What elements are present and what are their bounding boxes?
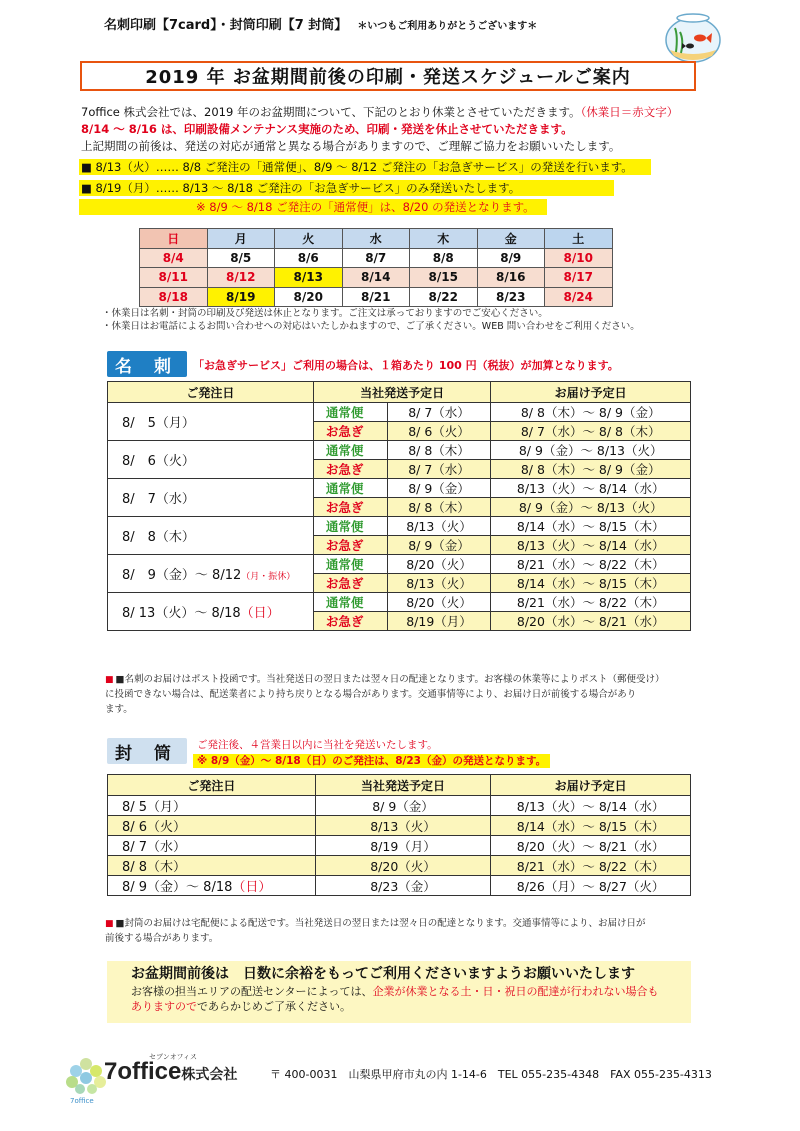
delivery-date: 8/ 8（木）～ 8/ 9（金） xyxy=(491,460,691,479)
goldfish-bowl-icon xyxy=(662,6,724,64)
order-date: 8/ 5（月） xyxy=(108,796,316,816)
meishi-footnote-1-text: ■名刺のお届けはポスト投函です。当社発送日の翌日または翌々日の配達となります。お客様の休業等によりポスト（郵便受け） xyxy=(115,674,665,685)
cal-day: 8/9 xyxy=(477,248,545,268)
delivery-date: 8/13（火）～ 8/14（水） xyxy=(491,479,691,498)
delivery-date: 8/13（火）～ 8/14（水） xyxy=(491,536,691,555)
delivery-date: 8/ 9（金）～ 8/13（火） xyxy=(491,498,691,517)
futo-notice-1: ご発注後、４営業日以内に当社を発送いたします。 xyxy=(197,739,438,751)
logo-mark-icon xyxy=(64,1054,108,1098)
order-date: 8/ 6（火） xyxy=(108,441,314,479)
order-date-holiday: （日） xyxy=(240,606,280,621)
cal-day: 8/17 xyxy=(545,268,613,288)
futo-footnote-1-text: ■封筒のお届けは宅配便による配送です。当社発送日の翌日または翌々日の配達となります。交通事情等により、お届け日が xyxy=(115,918,646,929)
brand-text: 名刺印刷【7card】・封筒印刷【7 封筒】 xyxy=(104,18,348,33)
order-date: 8/ 8（木） xyxy=(108,856,316,876)
ship-date: 8/19（月） xyxy=(387,612,491,631)
col-delivery-date: お届け予定日 xyxy=(491,382,691,403)
delivery-date: 8/26（月）～ 8/27（火） xyxy=(491,876,691,896)
intro-line-1-text: 7office 株式会社では、2019 年のお盆期間について、下記のとおり休業とさせていただきます。 xyxy=(81,105,581,119)
cal-day: 8/13 xyxy=(275,268,343,288)
ship-date: 8/ 8（木） xyxy=(387,498,491,517)
footer-body-1-red: 企業が休業となる土・日・祝日の配達が行われない場合も xyxy=(372,985,659,998)
delivery-date: 8/ 8（木）～ 8/ 9（金） xyxy=(491,403,691,422)
col-ship-date: 当社発送予定日 xyxy=(315,775,490,796)
delivery-date: 8/14（水）～ 8/15（木） xyxy=(491,816,691,836)
cal-header-thu: 木 xyxy=(410,229,478,249)
cal-day: 8/7 xyxy=(342,248,410,268)
futo-section-label: 封 筒 xyxy=(107,738,187,764)
cal-day: 8/22 xyxy=(410,287,478,307)
ship-date: 8/ 9（金） xyxy=(315,796,490,816)
kind-urgent: お急ぎ xyxy=(313,574,387,593)
order-date: 8/ 7（水） xyxy=(108,479,314,517)
ship-date: 8/20（火） xyxy=(387,593,491,612)
cal-day: 8/10 xyxy=(545,248,613,268)
ship-date: 8/ 7（水） xyxy=(387,460,491,479)
futo-schedule-table xyxy=(107,774,691,896)
futo-notice-2: ※ 8/9（金）～ 8/18（日）のご発注は、8/23（金）の発送となります。 xyxy=(193,754,550,768)
kind-normal: 通常便 xyxy=(313,441,387,460)
table-row xyxy=(108,403,691,422)
cal-header-mon: 月 xyxy=(207,229,275,249)
kind-urgent: お急ぎ xyxy=(313,536,387,555)
footer-notice xyxy=(107,961,691,1023)
meishi-footnote-2: に投函できない場合は、配送業者により持ち戻りとなる場合があります。交通事情等により、お届け日が前後する場合があり xyxy=(105,689,637,700)
cal-day: 8/15 xyxy=(410,268,478,288)
page-title: 2019 年 お盆期間前後の印刷・発送スケジュールご案内 xyxy=(80,61,696,91)
delivery-date: 8/20（火）～ 8/21（水） xyxy=(491,836,691,856)
col-order-date: ご発注日 xyxy=(108,775,316,796)
order-date: 8/ 8（木） xyxy=(108,517,314,555)
cal-day: 8/11 xyxy=(140,268,208,288)
meishi-footnote-3: ます。 xyxy=(105,704,133,715)
logo-ruby: セブンオフィス xyxy=(149,1053,197,1061)
delivery-date: 8/ 9（金）～ 8/13（火） xyxy=(491,441,691,460)
cal-day: 8/18 xyxy=(140,287,208,307)
order-date xyxy=(108,876,316,896)
ship-date: 8/ 9（金） xyxy=(387,536,491,555)
order-date-text: 8/ 13（火）～ 8/18 xyxy=(122,606,241,621)
ship-date: 8/ 8（木） xyxy=(387,441,491,460)
order-date-text: 8/ 9（金）～ 8/12 xyxy=(122,568,242,583)
cal-header-fri: 金 xyxy=(477,229,545,249)
kind-urgent: お急ぎ xyxy=(313,460,387,479)
cal-day: 8/14 xyxy=(342,268,410,288)
kind-normal: 通常便 xyxy=(313,593,387,612)
cal-day: 8/8 xyxy=(410,248,478,268)
ship-date: 8/13（火） xyxy=(387,574,491,593)
kind-urgent: お急ぎ xyxy=(313,422,387,441)
cal-header-sat: 土 xyxy=(545,229,613,249)
ship-date: 8/13（火） xyxy=(315,816,490,836)
footer-body-1: お客様の担当エリアの配送センターによっては、 xyxy=(131,985,373,998)
meishi-section-label: 名 刺 xyxy=(107,351,187,377)
table-row xyxy=(108,593,691,612)
order-date: 8/ 6（火） xyxy=(108,816,316,836)
table-row xyxy=(108,816,691,836)
header-brand xyxy=(104,14,537,33)
company-address: 〒 400-0031 山梨県甲府市丸の内 1-14-6 TEL 055-235-4348 FAX 055-235-4313 xyxy=(270,1068,712,1081)
kind-normal: 通常便 xyxy=(313,555,387,574)
table-row xyxy=(108,876,691,896)
cal-header-sun: 日 xyxy=(140,229,208,249)
bullet-0819-sub: ※ 8/9 ～ 8/18 ご発注の「通常便」は、8/20 の発送となります。 xyxy=(79,199,547,215)
cal-day: 8/5 xyxy=(207,248,275,268)
order-date xyxy=(108,555,314,593)
ship-date: 8/ 6（火） xyxy=(387,422,491,441)
table-row xyxy=(108,796,691,816)
ship-date: 8/13（火） xyxy=(387,517,491,536)
cal-day: 8/16 xyxy=(477,268,545,288)
cal-header-wed: 水 xyxy=(342,229,410,249)
col-order-date: ご発注日 xyxy=(108,382,314,403)
thanks-text: ＊いつもご利用ありがとうございます＊ xyxy=(357,21,538,32)
delivery-date: 8/14（水）～ 8/15（木） xyxy=(491,517,691,536)
meishi-notice: 「お急ぎサービス」ご利用の場合は、１箱あたり 100 円（税抜）が加算となります。 xyxy=(193,359,619,372)
delivery-date: 8/13（火）～ 8/14（水） xyxy=(491,796,691,816)
ship-date: 8/20（火） xyxy=(315,856,490,876)
table-row xyxy=(108,479,691,498)
intro-line-2: 8/14 ～ 8/16 は、印刷設備メンテナンス実施のため、印刷・発送を休止させていただきます。 xyxy=(81,122,573,136)
futo-footnote-1: ■ ■封筒のお届けは宅配便による配送です。当社発送日の翌日または翌々日の配達となります。交通事情等により、お届け日が xyxy=(105,918,646,929)
ship-date: 8/20（火） xyxy=(387,555,491,574)
col-ship-date: 当社発送予定日 xyxy=(313,382,491,403)
holiday-legend: （休業日＝赤文字） xyxy=(580,105,679,119)
meishi-footnote-1: ■ ■名刺のお届けはポスト投函です。当社発送日の翌日または翌々日の配達となります。お客様の休業等によりポスト（郵便受け） xyxy=(105,674,665,685)
table-row xyxy=(108,836,691,856)
logo-small-text: 7office xyxy=(70,1097,94,1105)
delivery-date: 8/ 7（水）～ 8/ 8（木） xyxy=(491,422,691,441)
kind-urgent: お急ぎ xyxy=(313,498,387,517)
kind-normal: 通常便 xyxy=(313,517,387,536)
calendar-table xyxy=(139,228,613,307)
bullet-0819: ■ 8/19（月）…… 8/13 ～ 8/18 ご発注の「お急ぎサービス」のみ発送いたします。 xyxy=(79,180,614,196)
table-row xyxy=(108,517,691,536)
order-date-holiday: （月・振休） xyxy=(241,572,296,582)
kind-normal: 通常便 xyxy=(313,479,387,498)
footer-headline: お盆期間前後は 日数に余裕をもってご利用くださいますようお願いいたします xyxy=(131,966,635,982)
footer-body-2-red: ありますので xyxy=(131,1000,197,1013)
col-delivery-date: お届け予定日 xyxy=(491,775,691,796)
ship-date: 8/23（金） xyxy=(315,876,490,896)
cal-day: 8/6 xyxy=(275,248,343,268)
ship-date: 8/ 9（金） xyxy=(387,479,491,498)
order-date-text: 8/ 9（金）～ 8/18 xyxy=(122,880,233,895)
ship-date: 8/19（月） xyxy=(315,836,490,856)
logo-text: 7office xyxy=(104,1058,182,1085)
table-row xyxy=(108,441,691,460)
delivery-date: 8/21（水）～ 8/22（木） xyxy=(491,555,691,574)
logo-suffix: 株式会社 xyxy=(181,1067,238,1083)
calendar-note-1: ・休業日は名刺・封筒の印刷及び発送は休止となります。ご注文は承っておりますのでご安心ください。 xyxy=(102,308,548,319)
cal-day: 8/20 xyxy=(275,287,343,307)
cal-day: 8/4 xyxy=(140,248,208,268)
order-date xyxy=(108,593,314,631)
delivery-date: 8/14（水）～ 8/15（木） xyxy=(491,574,691,593)
delivery-date: 8/21（水）～ 8/22（木） xyxy=(491,593,691,612)
calendar-note-2: ・休業日はお電話によるお問い合わせへの対応はいたしかねますので、ご了承ください。WEB 問い合わせをご利用ください。 xyxy=(102,321,640,332)
cal-day: 8/24 xyxy=(545,287,613,307)
kind-normal: 通常便 xyxy=(313,403,387,422)
ship-date: 8/ 7（水） xyxy=(387,403,491,422)
meishi-schedule-table xyxy=(107,381,691,631)
intro-line-1 xyxy=(81,104,678,120)
table-row xyxy=(108,555,691,574)
order-date-holiday: （日） xyxy=(232,880,272,895)
footer-body-2: であらかじめご了承ください。 xyxy=(197,1000,351,1013)
cal-header-tue: 火 xyxy=(275,229,343,249)
cal-day: 8/23 xyxy=(477,287,545,307)
cal-day: 8/12 xyxy=(207,268,275,288)
intro-line-3: 上記期間の前後は、発送の対応が通常と異なる場合がありますので、ご理解ご協力をお願いいたします。 xyxy=(81,139,621,153)
cal-day: 8/19 xyxy=(207,287,275,307)
futo-footnote-2: 前後する場合があります。 xyxy=(105,933,219,944)
bullet-0813: ■ 8/13（火）…… 8/8 ご発注の「通常便」、8/9 ～ 8/12 ご発注の「お急ぎサービス」の発送を行います。 xyxy=(79,159,651,175)
delivery-date: 8/21（水）～ 8/22（木） xyxy=(491,856,691,876)
order-date: 8/ 5（月） xyxy=(108,403,314,441)
table-row xyxy=(108,856,691,876)
kind-urgent: お急ぎ xyxy=(313,612,387,631)
delivery-date: 8/20（水）～ 8/21（水） xyxy=(491,612,691,631)
cal-day: 8/21 xyxy=(342,287,410,307)
order-date: 8/ 7（水） xyxy=(108,836,316,856)
